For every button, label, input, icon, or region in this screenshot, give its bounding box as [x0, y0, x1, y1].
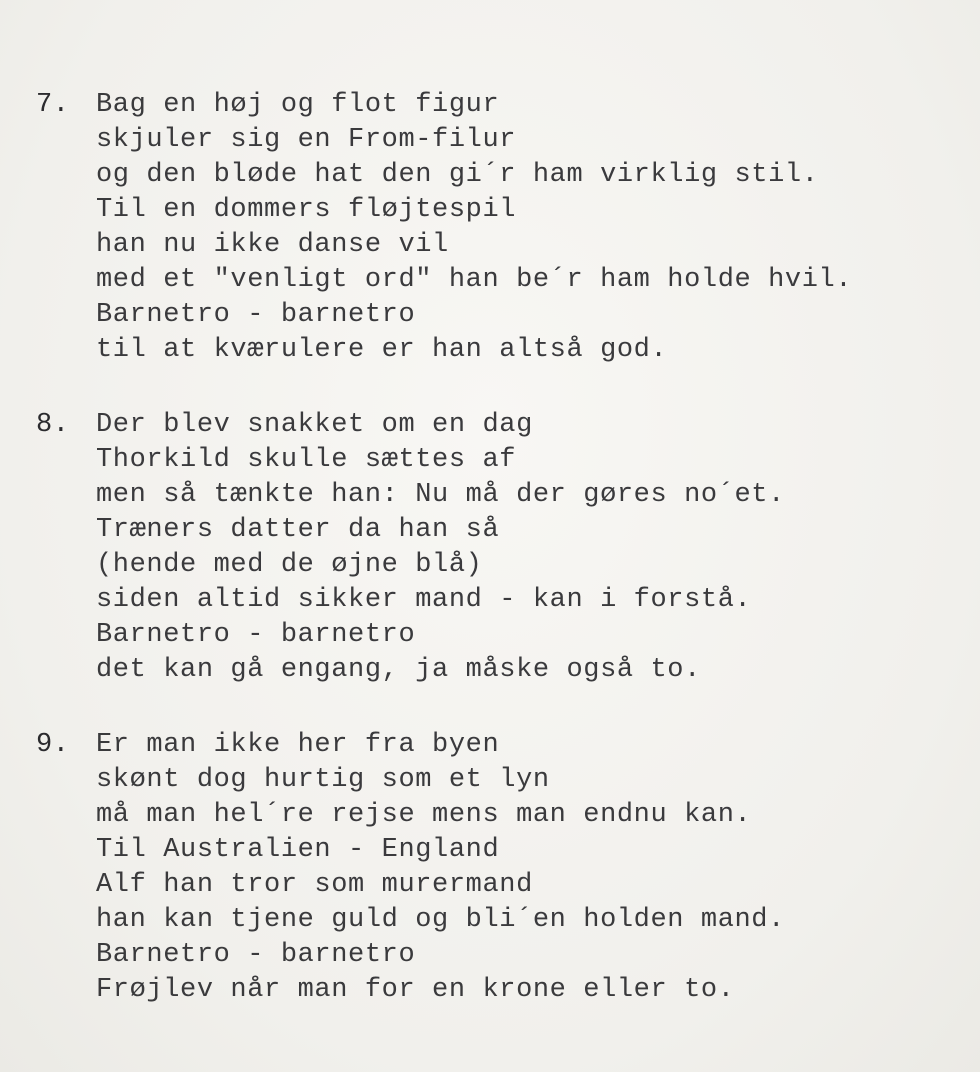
verse-line: Thorkild skulle sættes af — [96, 445, 517, 475]
verse-line: han nu ikke danse vil — [96, 230, 449, 260]
verse-line: Der blev snakket om en dag — [96, 410, 533, 440]
verse-line: Barnetro - barnetro — [96, 620, 416, 650]
verse-line: med et "venligt ord" han be´r ham holde hvil. — [96, 265, 853, 295]
verse-line: Træners datter da han så — [96, 515, 500, 545]
verse-line: Til en dommers fløjtespil — [96, 195, 517, 225]
verse-line: Barnetro - barnetro — [96, 300, 416, 330]
verse-lines — [96, 88, 852, 368]
verse-number: 9. — [36, 730, 70, 760]
verse-line: han kan tjene guld og bli´en holden mand. — [96, 905, 785, 935]
verse-number: 7. — [36, 90, 70, 120]
verse-line: det kan gå engang, ja måske også to. — [96, 655, 701, 685]
verse-line: og den bløde hat den gi´r ham virklig stil. — [96, 160, 819, 190]
verse-lines — [96, 728, 785, 1008]
verse-line: Barnetro - barnetro — [96, 940, 416, 970]
verse-line: skønt dog hurtig som et lyn — [96, 765, 550, 795]
verse-8 — [36, 408, 785, 688]
verse-line: til at kværulere er han altså god. — [96, 335, 668, 365]
verse-line: Til Australien - England — [96, 835, 500, 865]
verse-line: siden altid sikker mand - kan i forstå. — [96, 585, 752, 615]
verse-number: 8. — [36, 410, 70, 440]
verse-7 — [36, 88, 852, 368]
verse-9 — [36, 728, 785, 1008]
verse-line: Er man ikke her fra byen — [96, 730, 500, 760]
verse-line: men så tænkte han: Nu må der gøres no´et. — [96, 480, 785, 510]
verse-line: Frøjlev når man for en krone eller to. — [96, 975, 735, 1005]
verse-lines — [96, 408, 785, 688]
verse-line: skjuler sig en From-filur — [96, 125, 517, 155]
verse-line: (hende med de øjne blå) — [96, 550, 483, 580]
verse-line: Alf han tror som murermand — [96, 870, 533, 900]
verse-line: må man hel´re rejse mens man endnu kan. — [96, 800, 752, 830]
verse-line: Bag en høj og flot figur — [96, 90, 500, 120]
